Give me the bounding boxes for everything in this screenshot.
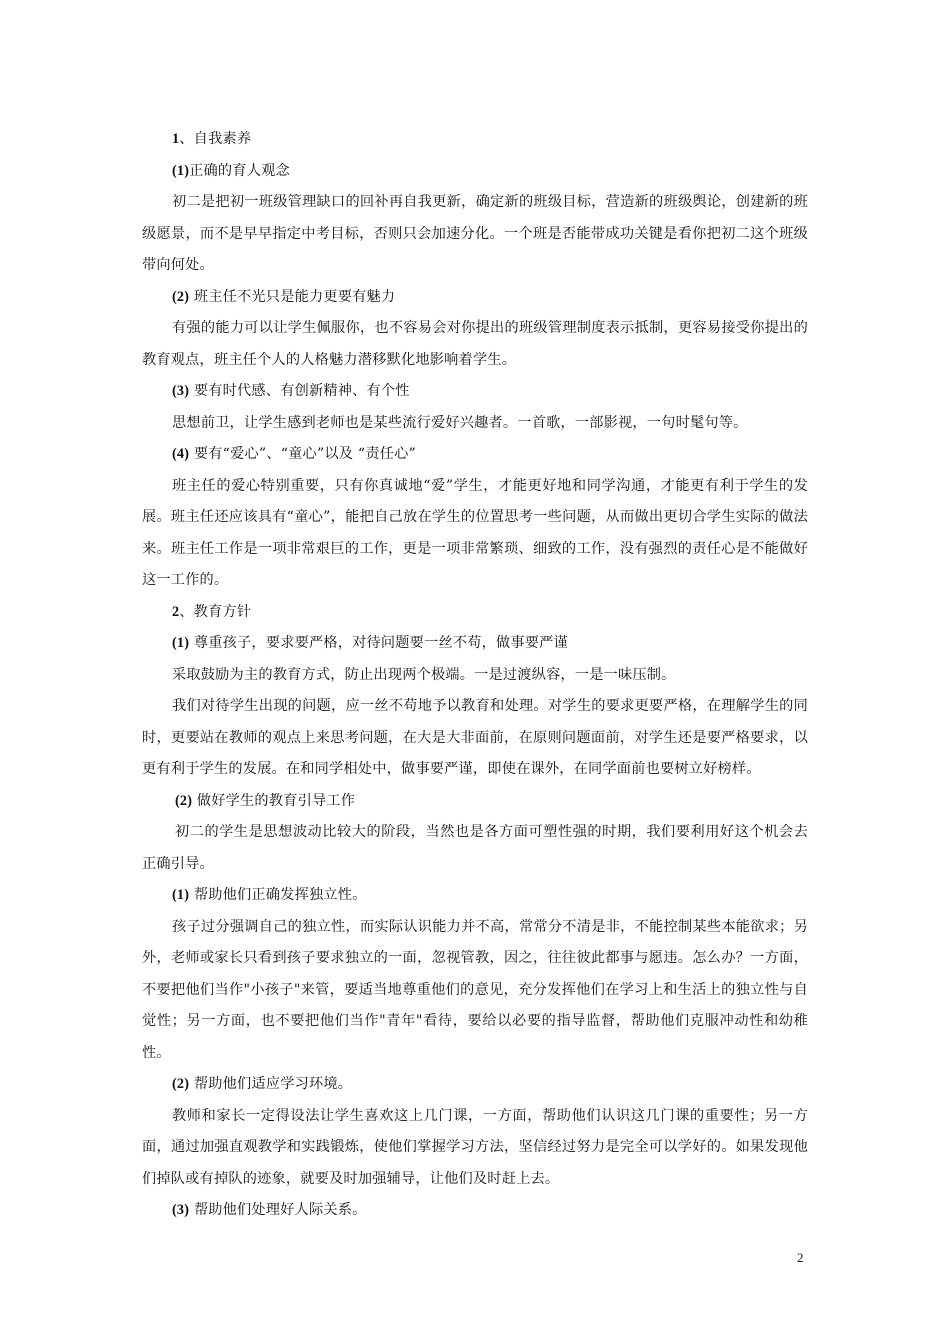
subheading-1-4: (4) 要有“爱心”、“童心”以及 “责任心” bbox=[172, 446, 416, 462]
subheading-2-1: (1) 尊重孩子，要求要严格，对待问题要一丝不苟，做事要严谨 bbox=[172, 635, 568, 651]
paragraph: 思想前卫，让学生感到老师也是某些流行爱好兴趣者。一首歌，一部影视，一句时髦句等。 bbox=[172, 414, 748, 431]
subheading-1-3: (3) 要有时代感、有创新精神、有个性 bbox=[172, 383, 410, 399]
paragraph: 有强的能力可以让学生佩服你，也不容易会对你提出的班级管理制度表示抵制，更容易接受你提出的教育观点，班主任个人的人格魅力潜移默化地影响着学生。 bbox=[142, 320, 808, 368]
help-heading-1: (1) 帮助他们正确发挥独立性。 bbox=[172, 887, 367, 903]
section-heading-1: 1、自我素养 bbox=[172, 131, 252, 147]
help-heading-3: (3) 帮助他们处理好人际关系。 bbox=[172, 1202, 367, 1218]
document-body bbox=[142, 124, 808, 1227]
paragraph: 采取鼓励为主的教育方式，防止出现两个极端。一是过渡纵容，一是一味压制。 bbox=[172, 666, 676, 683]
paragraph: 初二的学生是思想波动比较大的阶段，当然也是各方面可塑性强的时期，我们要利用好这个机会去正确引导。 bbox=[142, 824, 808, 872]
paragraph: 孩子过分强调自己的独立性，而实际认识能力并不高，常常分不清是非，不能控制某些本能欲求；另外，老师或家长只看到孩子要求独立的一面，忽视管教，因之，往往彼此都事与愿违。怎么办？一方面，不要把他们当作"小孩子"来管，要适当地尊重他们的意见，充分发挥他们在学习上和生活上的独立性与自觉性；另一方面，也不要把他们当作"青年"看待，要给以必要的指导监督，帮助他们克服冲动性和幼稚性。 bbox=[142, 918, 808, 1061]
paragraph: 初二是把初一班级管理缺口的回补再自我更新，确定新的班级目标，营造新的班级舆论，创建新的班级愿景，而不是早早指定中考目标，否则只会加速分化。一个班是否能带成功关键是看你把初二这个班级带向何处。 bbox=[142, 194, 808, 273]
subheading-2-2: (2) 做好学生的教育引导工作 bbox=[175, 792, 356, 809]
subheading-1-2: (2) 班主任不光只是能力更要有魅力 bbox=[172, 288, 396, 305]
section-heading-2: 2、教育方针 bbox=[172, 603, 252, 620]
help-heading-2: (2) 帮助他们适应学习环境。 bbox=[172, 1076, 353, 1092]
subheading-1-1: (1)正确的育人观念 bbox=[172, 162, 290, 179]
page-number: 2 bbox=[797, 1250, 804, 1265]
paragraph: 班主任的爱心特别重要，只有你真诚地“爱”学生，才能更好地和同学沟通，才能更有利于学生的发展。班主任还应该具有“童心”，能把自己放在学生的位置思考一些问题，从而做出更切合学生实际的做法来。班主任工作是一项非常艰巨的工作，更是一项非常繁琐、细致的工作，没有强烈的责任心是不能做好这一工作的。 bbox=[142, 477, 808, 588]
paragraph: 我们对待学生出现的问题，应一丝不苟地予以教育和处理。对学生的要求更要严格，在理解学生的同时，更要站在教师的观点上来思考问题，在大是大非面前，在原则问题面前，对学生还是要严格要求，以更有利于学生的发展。在和同学相处中，做事要严谨，即使在课外，在同学面前也要树立好榜样。 bbox=[142, 698, 808, 777]
paragraph: 教师和家长一定得设法让学生喜欢这上几门课，一方面，帮助他们认识这几门课的重要性；另一方面，通过加强直观教学和实践锻炼，使他们掌握学习方法，坚信经过努力是完全可以学好的。如果发现他们掉队或有掉队的迹象，就要及时加强辅导，让他们及时赶上去。 bbox=[142, 1107, 808, 1187]
